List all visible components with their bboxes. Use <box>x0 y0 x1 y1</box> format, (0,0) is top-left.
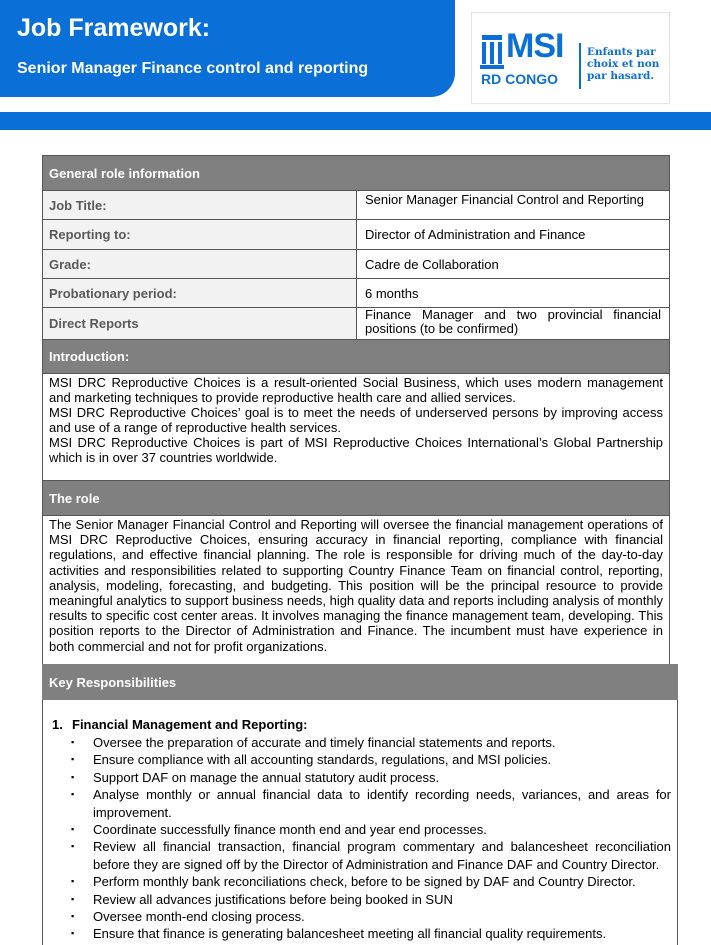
list-item: ▪ Oversee the preparation of accurate and timely financial statements and reports. <box>71 735 556 750</box>
list-item: ▪ Review all advances justifications before being booked in SUN <box>71 891 453 907</box>
role-description: The Senior Manager Financial Control and Reporting will oversee the financial management operations of MSI DRC Reproductive Choices, ensuring accuracy in financial reporting, compliance with financial regulations, and effective financial planning. The role is responsible for driving much of the day-to-day activities and responsibilities related to supporting Country Finance Team on financial control, reporting, analysis, modeling, forecasting, and budgeting. This position will be the principal resource to provide meaningful analytics to support business needs, high quality data and reports including analysis of monthly results to specific cost center areas. It involves managing the finance management team, developing. This position reports to the Director of Administration and Finance. The incumbent must have experience in both commercial and not for profit organizations. <box>43 516 669 668</box>
list-item: ▪ Support DAF on manage the annual statutory audit process. <box>71 769 440 785</box>
paragraph: MSI DRC Reproductive Choices is a result-oriented Social Business, which uses modern management and marketing techniques to provide reproductive health care and allied services. <box>49 375 663 405</box>
row-value: Finance Manager and two provincial financial positions (to be confirmed) <box>365 307 661 336</box>
row-label: Reporting to: <box>43 220 357 249</box>
row-label: Job Title: <box>43 191 357 219</box>
table-row <box>43 191 669 220</box>
role-info-table <box>42 155 670 668</box>
row-value: 6 months <box>365 285 419 301</box>
key-responsibilities-body <box>42 700 678 945</box>
paragraph: MSI DRC Reproductive Choices’ goal is to meet the needs of underserved persons by improving access and use of a range of reproductive health services. <box>49 405 663 435</box>
row-label: Grade: <box>43 250 357 278</box>
building-icon <box>480 33 504 69</box>
logo-divider <box>579 43 581 89</box>
responsibility-list <box>71 734 671 943</box>
list-item: ▪ Ensure that finance is generating balancesheet meeting all financial quality requirements. <box>71 926 607 942</box>
logo-tagline: Enfants par choix et non par hasard. <box>587 46 660 82</box>
header-stripe <box>0 112 711 130</box>
list-item: ▪ Perform monthly bank reconciliations check, before to be signed by DAF and Country Director. <box>71 874 636 890</box>
row-value: Director of Administration and Finance <box>365 227 586 242</box>
list-item: ▪ Oversee month-end closing process. <box>71 909 305 925</box>
logo-wordmark: MSI <box>506 27 564 65</box>
paragraph: MSI DRC Reproductive Choices is part of MSI Reproductive Choices International’s Global Partnership which is in over 37 countries worldwide. <box>49 435 663 465</box>
logo-country: RD CONGO <box>481 71 558 87</box>
list-item: ▪ Ensure compliance with all accounting standards, regulations, and MSI policies. <box>71 752 552 768</box>
row-label: Probationary period: <box>43 279 357 307</box>
msi-logo <box>471 12 670 104</box>
table-row <box>43 279 669 308</box>
page-subtitle: Senior Manager Finance control and reporting <box>17 60 369 77</box>
role-heading: The role <box>43 481 669 516</box>
list-item: ▪ Analyse monthly or annual financial data to identify recording needs, variances, and areas for improvement. <box>71 787 671 820</box>
responsibility-section-title: 1. Financial Management and Reporting: <box>52 717 308 732</box>
header-banner <box>0 0 455 97</box>
list-item: ▪ Coordinate successfully finance month end and year end processes. <box>71 822 487 838</box>
row-label: Direct Reports <box>43 308 357 339</box>
row-value: Cadre de Collaboration <box>365 256 499 272</box>
introduction-text <box>43 374 669 481</box>
page-title: Job Framework: <box>17 14 211 42</box>
general-section-heading: General role information <box>43 156 669 191</box>
table-row <box>43 308 669 340</box>
table-row <box>43 220 669 250</box>
introduction-heading: Introduction: <box>43 340 669 374</box>
row-value: Senior Manager Financial Control and Reporting <box>365 192 644 207</box>
table-row <box>43 250 669 279</box>
list-item: ▪ Review all financial transaction, financial program commentary and balancesheet reconciliation before they are signed off by the Director of Administration and Finance DAF and Country Director. <box>71 839 671 872</box>
key-responsibilities-heading: Key Responsibilities <box>42 664 678 700</box>
